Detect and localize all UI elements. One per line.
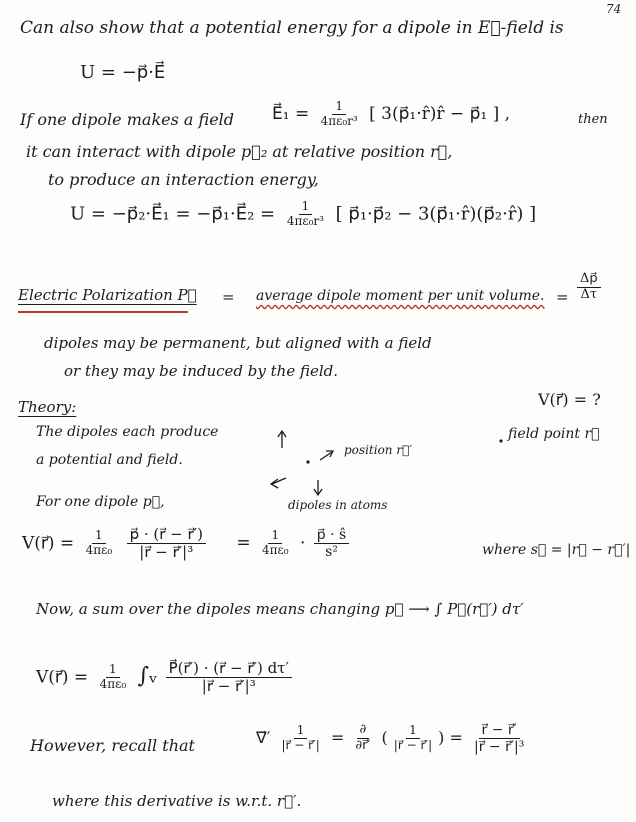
polarization-ratio <box>574 272 604 303</box>
h-deriv-num: ∂ <box>357 723 370 739</box>
polarization-equals: = <box>222 288 235 306</box>
arrow-up-head <box>278 431 286 437</box>
line-potential-energy-intro: Can also show that a potential energy for a dipole in E⃗-field is <box>20 18 564 38</box>
v1-const2-den: 4πε₀ <box>262 543 289 558</box>
field-lhs: E⃗₁ = <box>272 103 310 124</box>
field-point-dot <box>499 439 502 442</box>
interaction-frac-den: 4πε₀r³ <box>286 213 324 228</box>
v2-const-den: 4πε₀ <box>99 677 127 692</box>
v1-frac2-num: p⃗ · ŝ <box>314 527 349 544</box>
polarization-title <box>18 286 197 304</box>
polarization-ratio-den: Δτ <box>580 286 598 302</box>
line-derivative-wrt: where this derivative is w.r.t. r⃗′. <box>52 792 302 810</box>
polarization-red-underline <box>18 311 188 313</box>
arrow-diagonal <box>320 452 332 460</box>
line-dipoles-produce: The dipoles each produce <box>36 424 219 440</box>
equation-dipole-energy: U = −p⃗·E⃗ <box>80 62 166 83</box>
v2-frac-den: |r⃗ − r⃗′|³ <box>201 677 256 696</box>
field-point-label: field point r⃗ <box>508 426 600 442</box>
v1-const-den: 4πε₀ <box>85 543 113 558</box>
field-rhs: [ 3(p⃗₁·r̂)r̂ − p⃗₁ ] , <box>369 103 511 124</box>
polarization-definition <box>256 288 545 304</box>
v1-frac-den: |r⃗ − r⃗′|³ <box>139 543 194 562</box>
position-label: position r⃗′ <box>344 443 412 457</box>
h-equals-2: = <box>449 728 463 748</box>
arrow-diagonal-head <box>326 451 333 457</box>
equation-dipole-field <box>272 100 510 129</box>
line-one-dipole: For one dipole p⃗, <box>36 494 165 510</box>
word-then: then <box>578 112 608 127</box>
field-frac-num: 1 <box>332 100 346 115</box>
h-frac3-den: |r⃗ − r⃗′|³ <box>474 739 525 756</box>
equation-potential-integral <box>36 660 295 696</box>
line-however: However, recall that <box>30 736 195 755</box>
h-gradient: ∇⃗′ <box>256 728 271 748</box>
polarization-title-text: Electric Polarization P⃗ <box>18 286 197 304</box>
v1-frac2-den: s² <box>325 544 338 561</box>
interaction-rhs: [ p⃗₁·p⃗₂ − 3(p⃗₁·r̂)(p⃗₂·r̂) ] <box>335 203 537 225</box>
dipoles-in-atoms-label: dipoles in atoms <box>288 498 388 512</box>
theory-heading <box>18 398 76 416</box>
line-sum-over-dipoles: Now, a sum over the dipoles means changing p⃗ ⟶ ∫ P⃗(r⃗′) dτ′ <box>36 600 524 618</box>
v1-dot: · <box>299 533 306 554</box>
polarization-equals-2: = <box>556 288 569 306</box>
h-frac3-num: r⃗ − r⃗′ <box>479 722 520 739</box>
arrow-down-head <box>314 489 322 495</box>
v2-frac-num: P⃗(r⃗′) · (r⃗ − r⃗′) dτ′ <box>166 660 292 678</box>
h-equals-1: = <box>330 728 345 748</box>
line-dipole-field-intro: If one dipole makes a field <box>20 110 235 129</box>
v2-lhs: V(r⃗) = <box>36 667 89 688</box>
line-interact: it can interact with dipole p⃗₂ at relative position r⃗, <box>26 142 453 161</box>
arrow-left <box>272 478 286 484</box>
h-paren-den: |r⃗ − r⃗′| <box>393 738 433 753</box>
v1-const2-num: 1 <box>268 529 282 544</box>
line-permanent-dipoles: dipoles may be permanent, but aligned with a field <box>44 334 432 352</box>
dipole-dot <box>306 460 309 463</box>
polarization-ratio-num: Δp⃗ <box>577 272 601 288</box>
v1-where-clause: where s⃗ = |r⃗ − r⃗′| <box>482 542 631 558</box>
h-paren-num: 1 <box>406 724 420 739</box>
v1-equals: = <box>236 533 251 554</box>
polarization-definition-text: average dipole moment per unit volume. <box>256 288 545 304</box>
v1-const-num: 1 <box>92 529 106 544</box>
page-number: 74 <box>606 2 622 16</box>
equation-gradient-identity: ∇⃗′ $\frac{1}{|r⃗ - r⃗'|}$ = $\frac{\partial}{\partial r⃗'}$ ( $\frac{1}{|r⃗ - r⃗'|}$ ) = $\frac{r⃗ - r⃗'}{\text{|r⃗ − r⃗′|³}}$ <box>256 722 530 755</box>
theory-heading-text: Theory: <box>18 398 77 416</box>
line-induced-dipoles: or they may be induced by the field. <box>64 362 339 380</box>
line-potential-field: a potential and field. <box>36 452 183 468</box>
h-frac1-den: |r⃗ − r⃗′| <box>281 738 320 753</box>
interaction-frac-num: 1 <box>299 200 313 215</box>
potential-question: V(r⃗) = ? <box>538 390 601 409</box>
v2-const-num: 1 <box>106 663 120 678</box>
h-frac1-num: 1 <box>294 724 308 739</box>
line-interaction-energy: to produce an interaction energy, <box>48 170 319 189</box>
equation-interaction-energy <box>70 200 536 229</box>
h-deriv-den: ∂r⃗′ <box>355 738 371 754</box>
arrow-left-head <box>271 479 278 488</box>
v2-integral: ∫ᵥ <box>137 663 158 689</box>
v1-lhs: V(r⃗) = <box>22 533 75 554</box>
v1-frac-num: p⃗ · (r⃗ − r⃗′) <box>127 526 206 544</box>
field-frac-den: 4πε₀r³ <box>320 113 358 128</box>
interaction-lhs: U = −p⃗₂·E⃗₁ = −p⃗₁·E⃗₂ = <box>70 203 276 225</box>
equation-potential-single <box>22 526 352 562</box>
